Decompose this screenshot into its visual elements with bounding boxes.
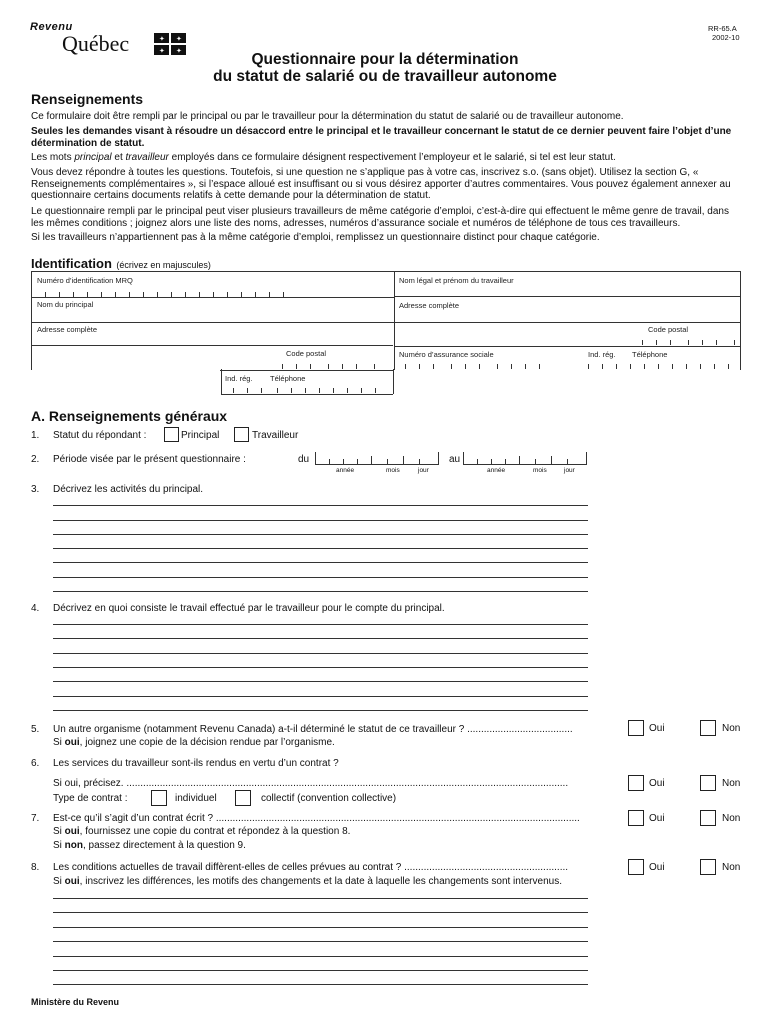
q4-text: Décrivez en quoi consiste le travail effectué par le travailleur pour le compte du principal. (53, 603, 445, 614)
q8-non-label: Non (722, 862, 741, 873)
p3-et: et (111, 152, 126, 163)
q1-principal-checkbox[interactable] (164, 427, 179, 442)
q7-subtext-2 (53, 840, 246, 851)
worker-name-field[interactable] (394, 285, 738, 295)
q8-answer-area[interactable] (53, 893, 589, 988)
form-code: RR-65.A (708, 24, 737, 33)
q2-end-day-label: jour (564, 467, 575, 474)
q8-oui-label: Oui (649, 862, 665, 873)
worker-address-field[interactable] (394, 310, 738, 320)
q5-non-checkbox[interactable] (700, 720, 716, 736)
p3-text-a: Les mots (31, 152, 75, 163)
page-title-line2: du statut de salarié ou de travailleur autonome (213, 68, 557, 85)
q3-answer-area[interactable] (53, 500, 589, 595)
q2-number: 2. (31, 454, 40, 465)
renseignements-heading: Renseignements (31, 91, 144, 107)
form-date: 2002-10 (712, 33, 740, 42)
q2-start-date-field[interactable] (315, 452, 439, 465)
q8-sub-b: , inscrivez les différences, les motifs des changements et la date à laquelle les changements sont intervenus. (79, 876, 562, 887)
q8-sub-a: Si (53, 876, 65, 887)
q6-collectif-label: collectif (convention collective) (261, 793, 397, 804)
q2-end-year-label: année (487, 467, 506, 474)
principal-name-field[interactable] (32, 309, 392, 323)
q8-non-checkbox[interactable] (700, 859, 716, 875)
worker-name-label: Nom légal et prénom du travailleur (399, 276, 514, 285)
q6-individuel-label: individuel (175, 793, 217, 804)
fleur-de-lis-icon: ✦ ✦ ✦ ✦ (154, 33, 188, 55)
q6-type-label: Type de contrat : (53, 793, 128, 804)
logo-quebec: Québec (62, 31, 130, 56)
worker-area-label: Ind. rég. (588, 350, 616, 359)
q8-oui-checkbox[interactable] (628, 859, 644, 875)
q7-sub1-a: Si (53, 826, 65, 837)
q5-text: Un autre organisme (notamment Revenu Canada) a-t-il déterminé le statut de ce travailleur ? ...................................... (53, 724, 573, 735)
identification-title: Identification (31, 256, 112, 271)
q5-subtext (53, 737, 335, 748)
q8-subtext (53, 876, 562, 887)
q7-sub1-b: , fournissez une copie du contrat et répondez à la question 8. (79, 826, 351, 837)
q6-number: 6. (31, 758, 40, 769)
q5-non-label: Non (722, 723, 741, 734)
mrq-number-field[interactable] (45, 290, 295, 297)
p3-principal: principal (74, 152, 112, 163)
worker-address-label: Adresse complète (399, 301, 460, 310)
q7-text: Est-ce qu’il s’agit d’un contrat écrit ? ................................................................................................................................... (53, 813, 580, 824)
q6-collectif-checkbox[interactable] (235, 790, 251, 806)
q5-oui-label: Oui (649, 723, 665, 734)
q7-oui-label: Oui (649, 813, 665, 824)
q7-subtext-1 (53, 826, 350, 837)
q6-subtext: Si oui, précisez. ............................................................................................................................................................... (53, 778, 569, 789)
q7-sub1-oui: oui (64, 826, 80, 837)
q6-text: Les services du travailleur sont-ils rendus en vertu d’un contrat ? (53, 758, 339, 769)
q5-number: 5. (31, 724, 40, 735)
principal-postal-label: Code postal (286, 349, 327, 358)
q4-number: 4. (31, 603, 40, 614)
renseignements-p3 (31, 152, 743, 164)
principal-phone-label: Téléphone (270, 374, 306, 383)
q5-sub-b: , joignez une copie de la décision rendue par l’organisme. (79, 737, 335, 748)
worker-nas-label: Numéro d’assurance sociale (399, 350, 494, 359)
renseignements-p2: Seules les demandes visant à résoudre un désaccord entre le principal et le travailleur concernant le statut de ce dernier peuvent faire l’objet d’une détermination de statut. (31, 126, 732, 149)
q1-travailleur-checkbox[interactable] (234, 427, 249, 442)
principal-postal-field[interactable] (282, 360, 382, 369)
renseignements-p6: Si les travailleurs n’appartiennent pas à la même catégorie d’emploi, remplissez un questionnaire distinct pour chaque catégorie. (31, 232, 600, 243)
q8-number: 8. (31, 862, 40, 873)
worker-phone-field[interactable] (584, 360, 739, 369)
q2-text: Période visée par le présent questionnaire : (53, 454, 246, 465)
q7-sub2-b: , passez directement à la question 9. (83, 840, 246, 851)
section-a-heading: A. Renseignements généraux (31, 408, 228, 424)
q5-sub-oui: oui (64, 737, 80, 748)
q7-non-checkbox[interactable] (700, 810, 716, 826)
q3-number: 3. (31, 484, 40, 495)
q2-start-year-label: année (336, 467, 355, 474)
page-title-line1: Questionnaire pour la détermination (251, 51, 519, 68)
principal-address-label: Adresse complète (37, 325, 98, 334)
q2-du: du (298, 454, 310, 465)
renseignements-p1: Ce formulaire doit être rempli par le principal ou par le travailleur pour la détermination du statut de salarié ou de travailleur autonome. (31, 111, 624, 122)
q2-end-date-field[interactable] (463, 452, 587, 465)
q4-answer-area[interactable] (53, 620, 589, 712)
q3-text: Décrivez les activités du principal. (53, 484, 204, 495)
q7-sub2-non: non (64, 840, 83, 851)
identification-note: (écrivez en majuscules) (116, 260, 211, 270)
p3-travailleur: travailleur (125, 152, 169, 163)
mrq-number-label: Numéro d’identification MRQ (37, 276, 133, 285)
q7-non-label: Non (722, 813, 741, 824)
q5-sub-a: Si (53, 737, 65, 748)
q5-oui-checkbox[interactable] (628, 720, 644, 736)
worker-nas-field[interactable] (405, 360, 575, 369)
worker-postal-field[interactable] (642, 336, 740, 345)
q8-text: Les conditions actuelles de travail diffèrent-elles de celles prévues au contrat ? ........................................................... (53, 862, 569, 873)
p3-text-b: employés dans ce formulaire désignent respectivement l’employeur et le salarié, si tel est leur statut. (168, 152, 616, 163)
renseignements-p4: Vous devez répondre à toutes les questions. Toutefois, si une question ne s’applique pas à votre cas, inscrivez s.o. (sans objet). Utilisez la section G, « Renseignements complémentaires », si l’espace alloué est insuffisant ou si vous désirez apporter d’autres commentaires. Vous pouvez également annexer au questionnaire certains documents relatifs à cette demande pour la détermination de statut. (31, 167, 731, 201)
q1-travailleur-label: Travailleur (252, 430, 299, 441)
q6-non-checkbox[interactable] (700, 775, 716, 791)
principal-name-label: Nom du principal (37, 300, 94, 309)
q1-principal-label: Principal (181, 430, 220, 441)
q2-au: au (449, 454, 461, 465)
q6-oui-label: Oui (649, 778, 665, 789)
logo-revenu: Revenu (30, 21, 73, 33)
q1-text: Statut du répondant : (53, 430, 147, 441)
q7-sub2-a: Si (53, 840, 65, 851)
principal-phone-field[interactable] (225, 384, 390, 393)
q6-oui-checkbox[interactable] (628, 775, 644, 791)
q7-oui-checkbox[interactable] (628, 810, 644, 826)
q2-start-day-label: jour (418, 467, 429, 474)
q6-individuel-checkbox[interactable] (151, 790, 167, 806)
principal-area-label: Ind. rég. (225, 374, 253, 383)
renseignements-p5: Le questionnaire rempli par le principal peut viser plusieurs travailleurs de même catégorie d’emploi, c’est-à-dire qui effectuent le même genre de travail, dans les mêmes conditions ; joignez alors une liste des noms, adresses, numéros d’assurance sociale et numéros de téléphone de tous ces travailleurs. (31, 206, 729, 229)
footer-ministry: Ministère du Revenu (31, 997, 120, 1007)
q2-start-month-label: mois (386, 467, 400, 474)
q1-number: 1. (31, 430, 40, 441)
q7-number: 7. (31, 813, 40, 824)
q8-sub-oui: oui (64, 876, 80, 887)
q6-non-label: Non (722, 778, 741, 789)
q2-end-month-label: mois (533, 467, 547, 474)
worker-postal-label: Code postal (648, 325, 689, 334)
worker-phone-label: Téléphone (632, 350, 668, 359)
